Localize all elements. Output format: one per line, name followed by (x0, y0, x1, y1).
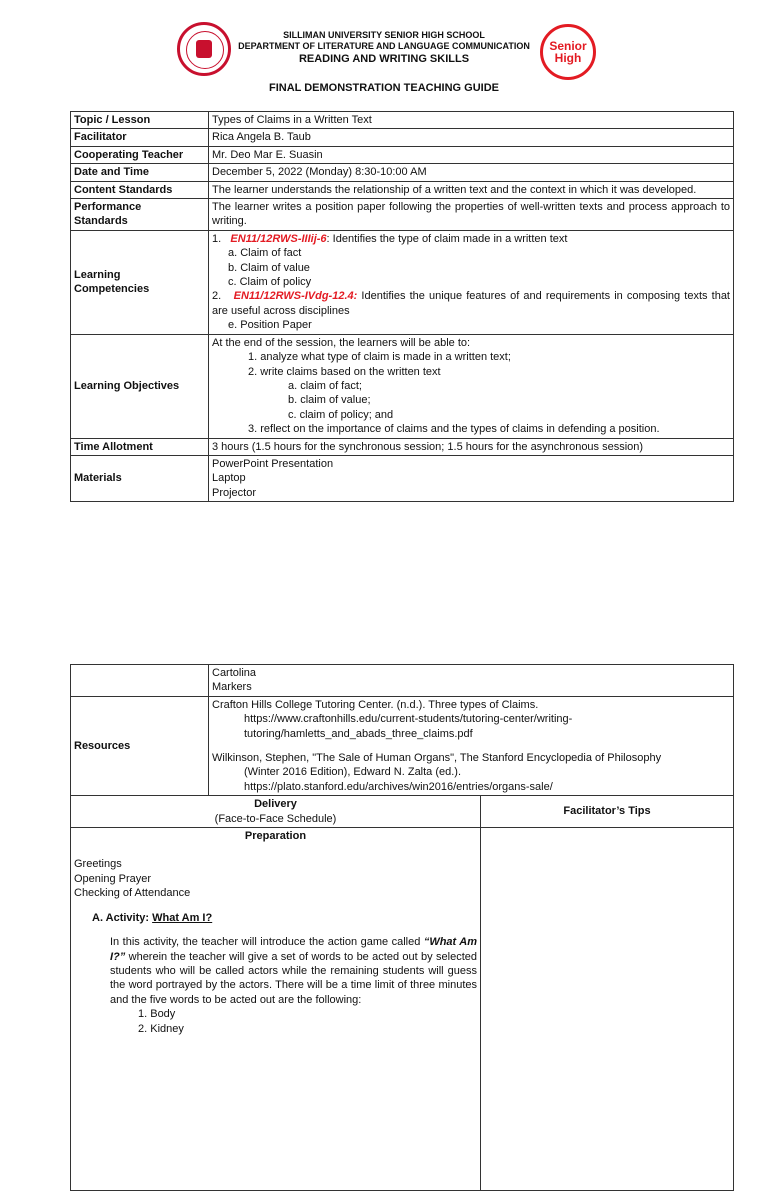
lesson-plan-table (70, 664, 734, 1191)
table-row (71, 665, 734, 697)
content-value: The learner understands the relationship of a written text and the context in which it was developed. (209, 181, 734, 198)
materials-label: Materials (71, 455, 209, 501)
activity-heading: A. Activity: What Am I? (92, 911, 213, 924)
table-row (71, 112, 734, 129)
table-row (71, 696, 734, 795)
school-name: SILLIMAN UNIVERSITY SENIOR HIGH SCHOOL (283, 30, 485, 40)
lesson-info-table (70, 111, 734, 502)
objectives-value: At the end of the session, the learners will be able to: 1. analyze what type of claim is made in a written text; 2. write claims based on the written text a. claim of fact; b. claim of value; c. claim of policy; and 3. reflect on the importance of claims and the types of claims in defending a position. (209, 334, 734, 438)
content-label: Content Standards (71, 181, 209, 198)
table-row (71, 230, 734, 334)
objectives-label: Learning Objectives (71, 334, 209, 438)
competencies-label: Learning Competencies (71, 230, 209, 334)
performance-label: Performance Standards (71, 199, 209, 231)
time-label: Time Allotment (71, 438, 209, 455)
preparation-heading: Preparation (244, 830, 307, 843)
coop-value: Mr. Deo Mar E. Suasin (209, 146, 734, 163)
tips-body (481, 828, 734, 1191)
competencies-value: 1. EN11/12RWS-IIIij-6: Identifies the type of claim made in a written text a. Claim of fact b. Claim of value c. Claim of policy 2. EN11/12RWS-IVdg-12.4: Identifies the unique features of and requirements in composing texts that are useful across disciplines e. Position Paper (209, 230, 734, 334)
facilitator-value: Rica Angela B. Taub (209, 129, 734, 146)
guide-title: FINAL DEMONSTRATION TEACHING GUIDE (269, 82, 499, 94)
table-row (71, 146, 734, 163)
facilitator-tips-header: Facilitator’s Tips (481, 796, 734, 828)
senior-high-logo: Senior High (540, 24, 596, 80)
resources-value: Crafton Hills College Tutoring Center. (n.d.). Three types of Claims. https://www.craftonhills.edu/current-students/tutoring-center/writing-tutoring/hamletts_and_abads_three_claims.pdf Wilkinson, Stephen, "The Sale of Human Organs", The Stanford Encyclopedia of Philosophy (Winter 2016 Edition), Edward N. Zalta (ed.). https://plato.stanford.edu/archives/win2016/entries/organs-sale/ (209, 696, 734, 795)
table-row (71, 455, 734, 501)
performance-value: The learner writes a position paper following the properties of well-written texts and process approach to writing. (209, 199, 734, 231)
facilitator-label: Facilitator (71, 129, 209, 146)
activity-paragraph: In this activity, the teacher will introduce the action game called “What Am I?” wherein the teacher will give a set of words to be acted out by selected students who will be called actors while the remaining students will guess the word portrayed by the actors. There will be a time limit of three minutes and the five words to be acted out are the following: (110, 936, 477, 1006)
delivery-body: Preparation Greetings Opening Prayer Checking of Attendance A. Activity: What Am I? In this activity, the teacher will introduce the action game called “What Am I?” wherein the teacher will give a set of words to be acted out by selected students who will be called actors while the remaining students will guess the word portrayed by the actors. There will be a time limit of three minutes and the five words to be acted out are the following: 1. Body 2. Kidney (71, 828, 481, 1191)
topic-value: Types of Claims in a Written Text (209, 112, 734, 129)
table-row (71, 334, 734, 438)
table-row (71, 199, 734, 231)
topic-label: Topic / Lesson (71, 112, 209, 129)
time-value: 3 hours (1.5 hours for the synchronous session; 1.5 hours for the asynchronous session) (209, 438, 734, 455)
coop-label: Cooperating Teacher (71, 146, 209, 163)
date-label: Date and Time (71, 164, 209, 181)
table-row (71, 181, 734, 198)
resources-label: Resources (71, 696, 209, 795)
delivery-header: Delivery (Face-to-Face Schedule) (71, 796, 481, 828)
table-row (71, 164, 734, 181)
materials-continued: Cartolina Markers (209, 665, 734, 697)
table-row (71, 438, 734, 455)
document-header (0, 30, 768, 66)
date-value: December 5, 2022 (Monday) 8:30-10:00 AM (209, 164, 734, 181)
materials-value: PowerPoint Presentation Laptop Projector (209, 455, 734, 501)
department-name: DEPARTMENT OF LITERATURE AND LANGUAGE COMMUNICATION (238, 41, 530, 51)
table-row (71, 129, 734, 146)
table-row (71, 796, 734, 828)
table-row (71, 828, 734, 1191)
subject-name: READING AND WRITING SKILLS (298, 53, 470, 65)
